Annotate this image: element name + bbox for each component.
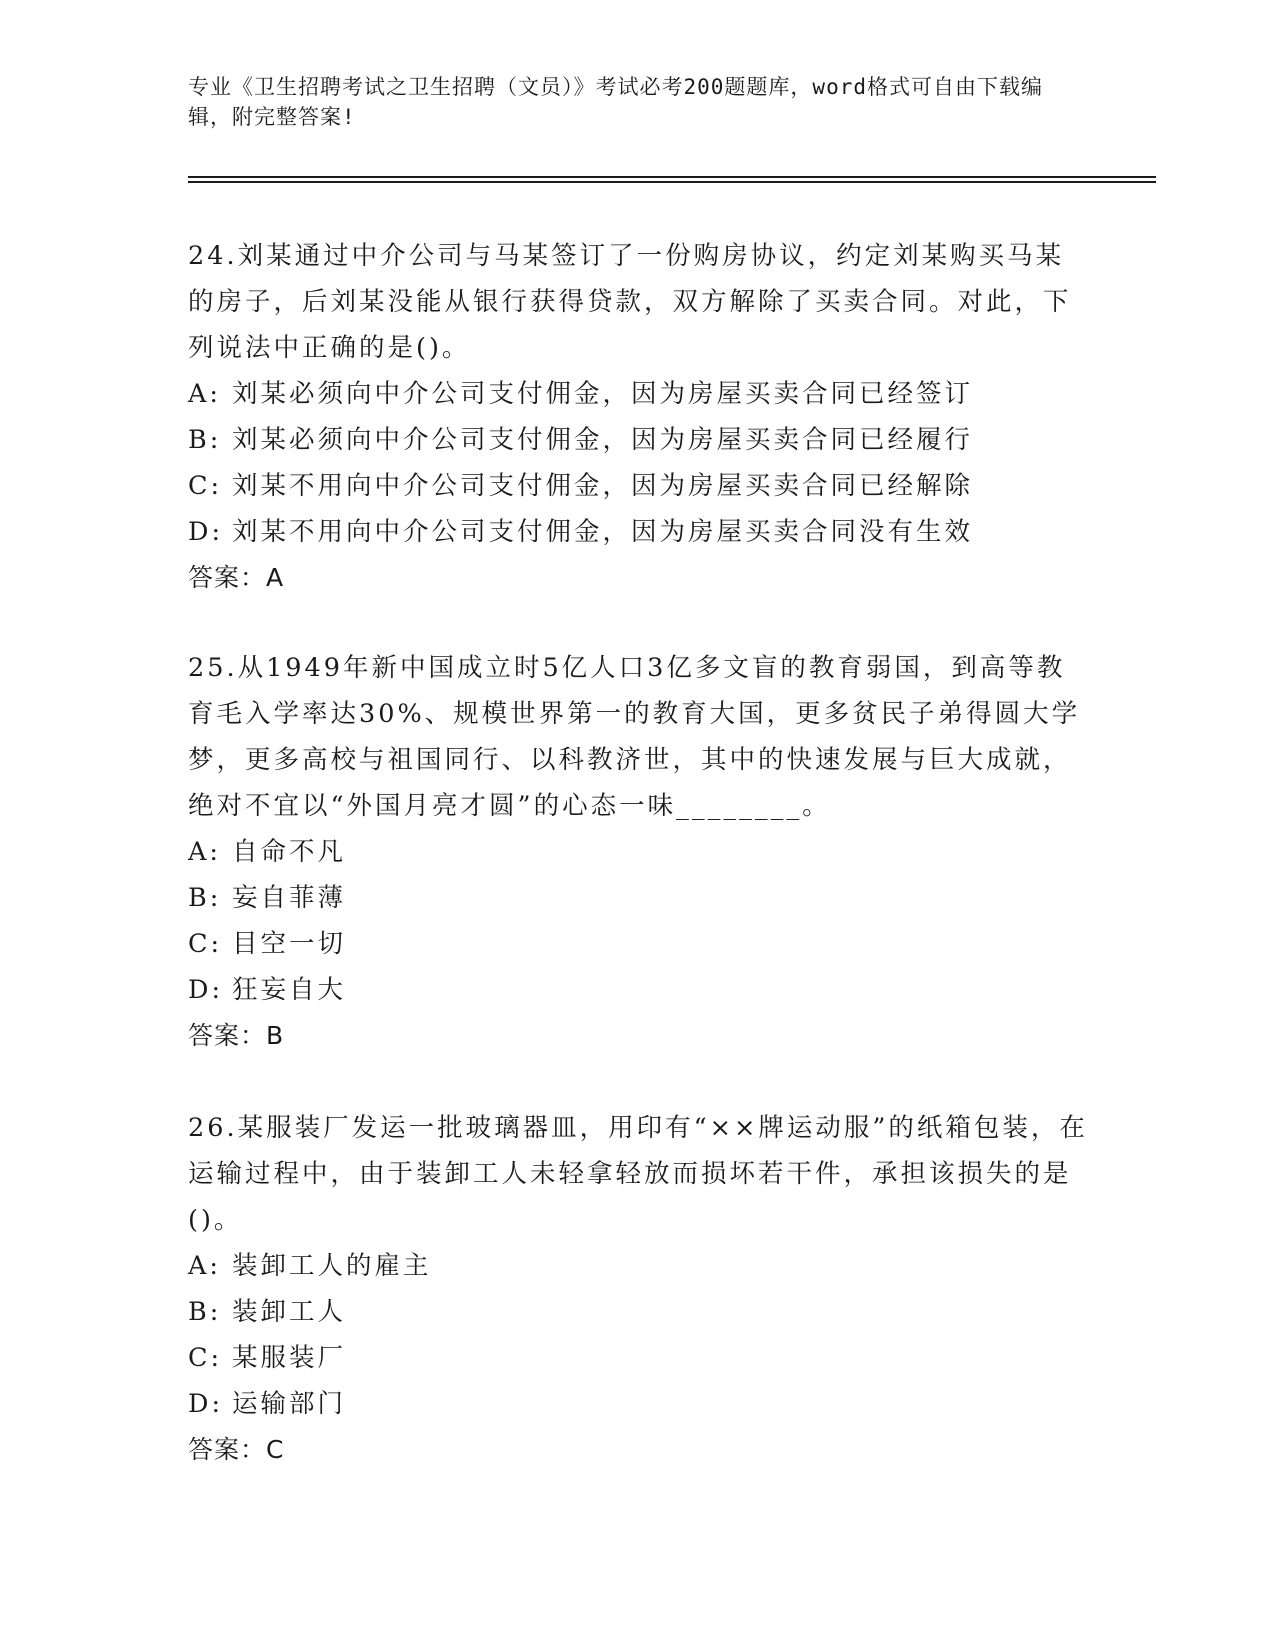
option-letter: C: [188,1343,223,1373]
option-text: 装卸工人的雇主 [232,1251,432,1281]
option-letter: C: [188,929,223,959]
option-b [188,875,1088,921]
option-d [188,509,1088,555]
answer-line: 答案：B [188,1021,285,1050]
option-a [188,829,1088,875]
option-text: 妄自菲薄 [232,883,347,913]
option-letter: B: [188,1297,222,1327]
option-text: 刘某必须向中介公司支付佣金，因为房屋买卖合同已经履行 [232,425,974,455]
question-text: 某服装厂发运一批玻璃器皿，用印有“××牌运动服”的纸箱包装，在运输过程中，由于装卸工人未轻拿轻放而损坏若干件，承担该损失的是()。 [188,1113,1088,1235]
option-text: 刘某必须向中介公司支付佣金，因为房屋买卖合同已经签订 [232,379,974,409]
option-letter: D: [188,975,224,1005]
option-c [188,1335,1088,1381]
option-text: 运输部门 [232,1389,347,1419]
option-a [188,371,1088,417]
option-letter: D: [188,517,224,547]
option-c [188,921,1088,967]
option-letter: C: [188,471,223,501]
question-stem [188,645,1088,829]
option-text: 刘某不用向中介公司支付佣金，因为房屋买卖合同没有生效 [232,517,974,547]
option-d [188,967,1088,1013]
option-letter: B: [188,425,222,455]
header-divider-bottom [188,181,1156,183]
document-header: 专业《卫生招聘考试之卫生招聘（文员）》考试必考200题题库，word格式可自由下载编辑，附完整答案! [188,75,1043,129]
answer-line: 答案：A [188,563,285,592]
option-letter: A: [188,837,222,867]
option-text: 刘某不用向中介公司支付佣金，因为房屋买卖合同已经解除 [232,471,974,501]
answer-line: 答案：C [188,1435,285,1464]
option-text: 自命不凡 [232,837,347,867]
question-text: 从1949年新中国成立时5亿人口3亿多文盲的教育弱国，到高等教育毛入学率达30%、规模世界第一的教育大国，更多贫民子弟得圆大学梦，更多高校与祖国同行、以科教济世，其中的快速发展与巨大成就，绝对不宜以“外国月亮才圆”的心态一味________。 [188,653,1081,821]
option-letter: A: [188,1251,222,1281]
question-text: 刘某通过中介公司与马某签订了一份购房协议，约定刘某购买马某的房子，后刘某没能从银行获得贷款，双方解除了买卖合同。对此，下列说法中正确的是()。 [188,241,1072,363]
question-number: 24. [188,241,238,271]
header-divider-top [188,176,1156,178]
option-d [188,1381,1088,1427]
option-text: 目空一切 [232,929,347,959]
option-c [188,463,1088,509]
question-24 [188,233,1088,601]
question-25 [188,645,1088,1059]
option-text: 狂妄自大 [232,975,347,1005]
option-b [188,417,1088,463]
question-number: 26. [188,1113,238,1143]
question-stem [188,1105,1088,1243]
option-letter: A: [188,379,222,409]
option-letter: D: [188,1389,224,1419]
option-text: 装卸工人 [232,1297,347,1327]
question-stem [188,233,1088,371]
question-number: 25. [188,653,238,683]
question-26 [188,1105,1088,1473]
option-a [188,1243,1088,1289]
option-letter: B: [188,883,222,913]
option-b [188,1289,1088,1335]
option-text: 某服装厂 [232,1343,347,1373]
